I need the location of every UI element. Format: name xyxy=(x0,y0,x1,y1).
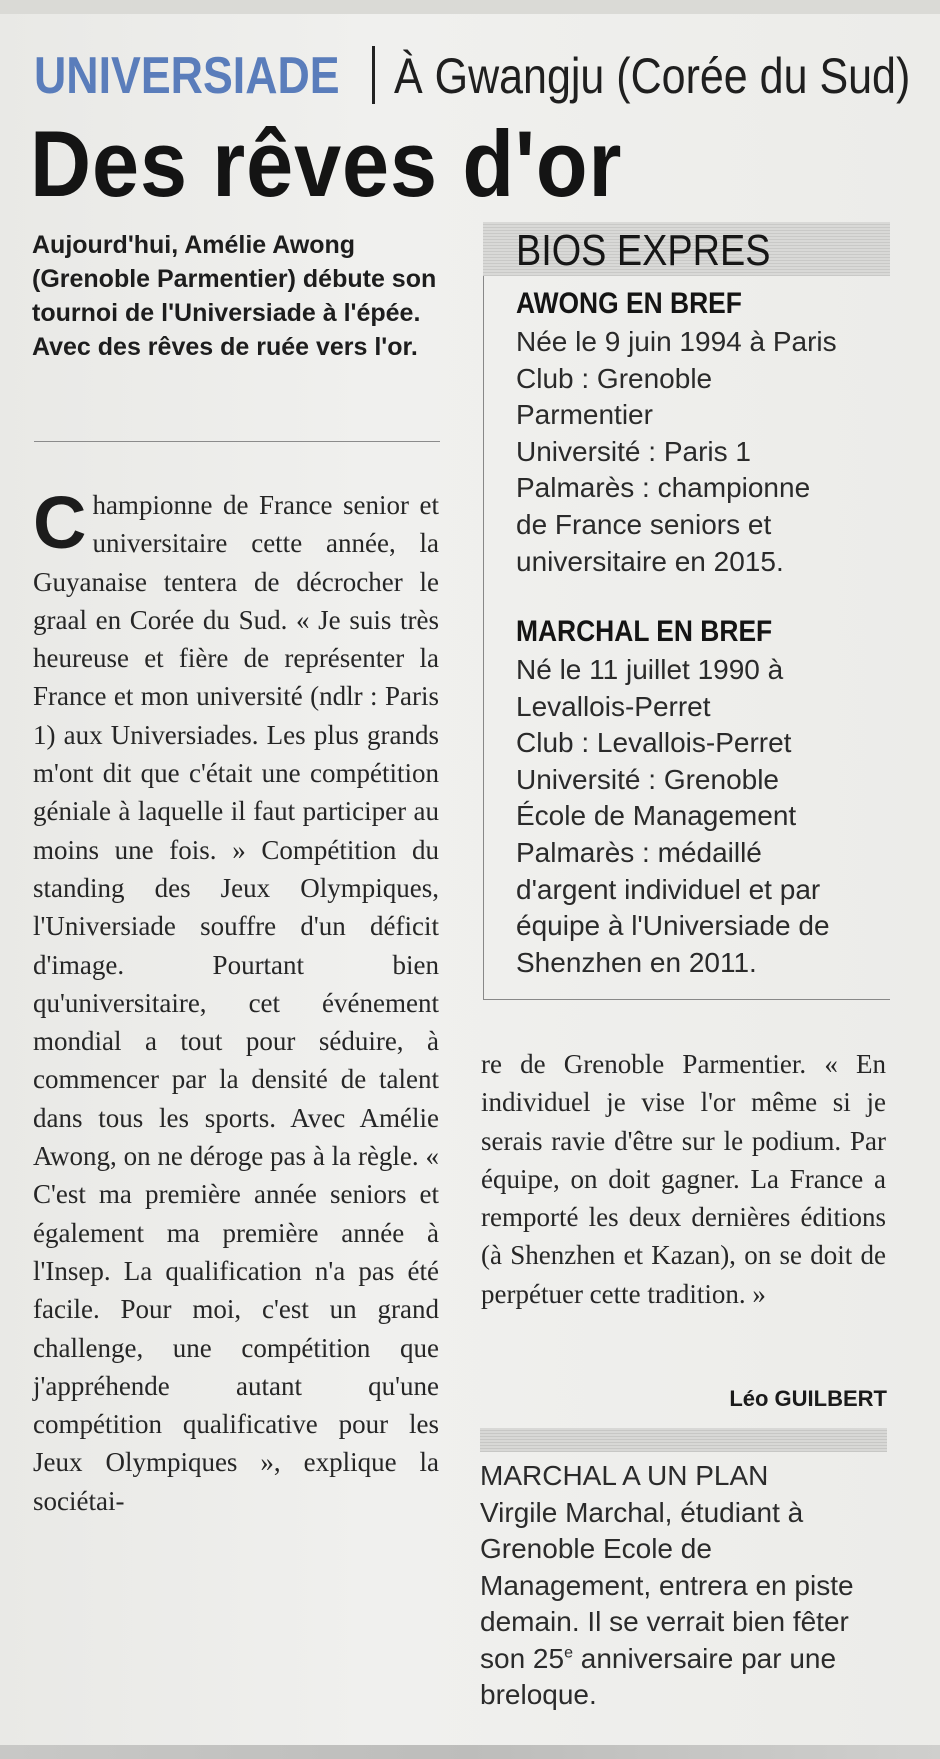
sidebar-text-part: Virgile Marchal, étudiant à Grenoble Ecole de Management, entrera en piste demain. Il se verrait bien fêter son 25 xyxy=(480,1496,854,1674)
top-edge xyxy=(0,0,940,14)
bio-line: Club : Levallois-Perret xyxy=(516,727,792,759)
standfirst: Aujourd'hui, Amélie Awong (Grenoble Parmentier) débute son tournoi de l'Universiade à l'épée. Avec des rêves de ruée vers l'or. xyxy=(32,231,437,361)
drop-cap: C xyxy=(33,481,87,564)
headline: Des rêves d'or xyxy=(30,111,623,216)
bio-line: équipe à l'Universiade de xyxy=(516,910,830,942)
bio-line: Palmarès : championne xyxy=(516,472,811,504)
location-label: À Gwangju (Corée du Sud) xyxy=(394,48,911,104)
bio-line: Née le 9 juin 1994 à Paris xyxy=(516,326,837,357)
bio-line: Parmentier xyxy=(516,399,653,431)
bio-line: Université : Paris 1 xyxy=(516,435,751,467)
bio-awong xyxy=(516,284,888,580)
sidebar-bar xyxy=(480,1428,887,1452)
bio-line: Levallois-Perret xyxy=(516,690,711,722)
kicker-divider xyxy=(372,46,375,104)
sidebar-text-part: anniversaire par une breloque. xyxy=(480,1642,837,1710)
byline: Léo GUILBERT xyxy=(729,1386,887,1411)
bio-heading: MARCHAL EN BREF xyxy=(516,615,773,648)
sidebar-superscript: e xyxy=(564,1644,573,1662)
section-label: UNIVERSIADE xyxy=(34,47,340,105)
bio-heading: AWONG EN BREF xyxy=(516,287,742,320)
article-text-1: hampionne de France senior et universitaire cette année, la Guyanaise tentera de décrocher le graal en Corée du Sud. « Je suis très heureuse et fière de représenter la France et mon université (ndlr : Paris 1) aux Universiades. Les plus grands m'ont dit que c'était une compétition géniale à laquelle il faut participer au moins une fois. » Compétition du standing des Jeux Olympiques, l'Universiade souffre d'un déficit d'image. Pourtant bien qu'universitaire, cet événement mondial a tout pour séduire, à commencer par la densité de talent dans tous les sports. Avec Amélie Awong, on ne déroge pas à la règle. « C'est ma première année seniors et également ma première année à l'Insep. La qualification n'a pas été facile. Pour moi, c'est un grand challenge, une compétition que j'appréhende autant qu'une compétition qualificative pour les Jeux Olympiques », explique la sociétai- xyxy=(33,490,439,1516)
bio-line: de France seniors et xyxy=(516,508,772,540)
bio-line: universitaire en 2015. xyxy=(516,545,784,577)
bio-line: Shenzhen en 2011. xyxy=(516,946,757,978)
article-column-2: re de Grenoble Parmentier. « En individuel je vise l'or même si je serais ravie d'être sur le podium. Par équipe, on doit gagner. La France a remporté les deux dernières éditions (à Shenzhen et Kazan), on se doit de perpétuer cette tradition. » xyxy=(481,1049,886,1309)
bio-line: d'argent individuel et par xyxy=(516,873,821,905)
bio-line: École de Management xyxy=(516,800,797,832)
sidebar-title: MARCHAL A UN PLAN xyxy=(480,1460,769,1491)
article-column-1 xyxy=(33,481,439,1520)
bio-marchal xyxy=(516,612,888,981)
bio-line: Club : Grenoble xyxy=(516,362,713,394)
bio-line: Né le 11 juillet 1990 à xyxy=(516,654,784,685)
sidebar-brief xyxy=(480,1458,890,1714)
bottom-edge xyxy=(0,1745,940,1759)
divider-rule xyxy=(34,441,440,442)
kicker xyxy=(34,44,914,108)
bio-line: Palmarès : médaillé xyxy=(516,836,762,868)
bio-line: Université : Grenoble xyxy=(516,763,780,795)
sidebar-text xyxy=(480,1495,890,1714)
bios-title: BIOS EXPRES xyxy=(516,226,771,275)
